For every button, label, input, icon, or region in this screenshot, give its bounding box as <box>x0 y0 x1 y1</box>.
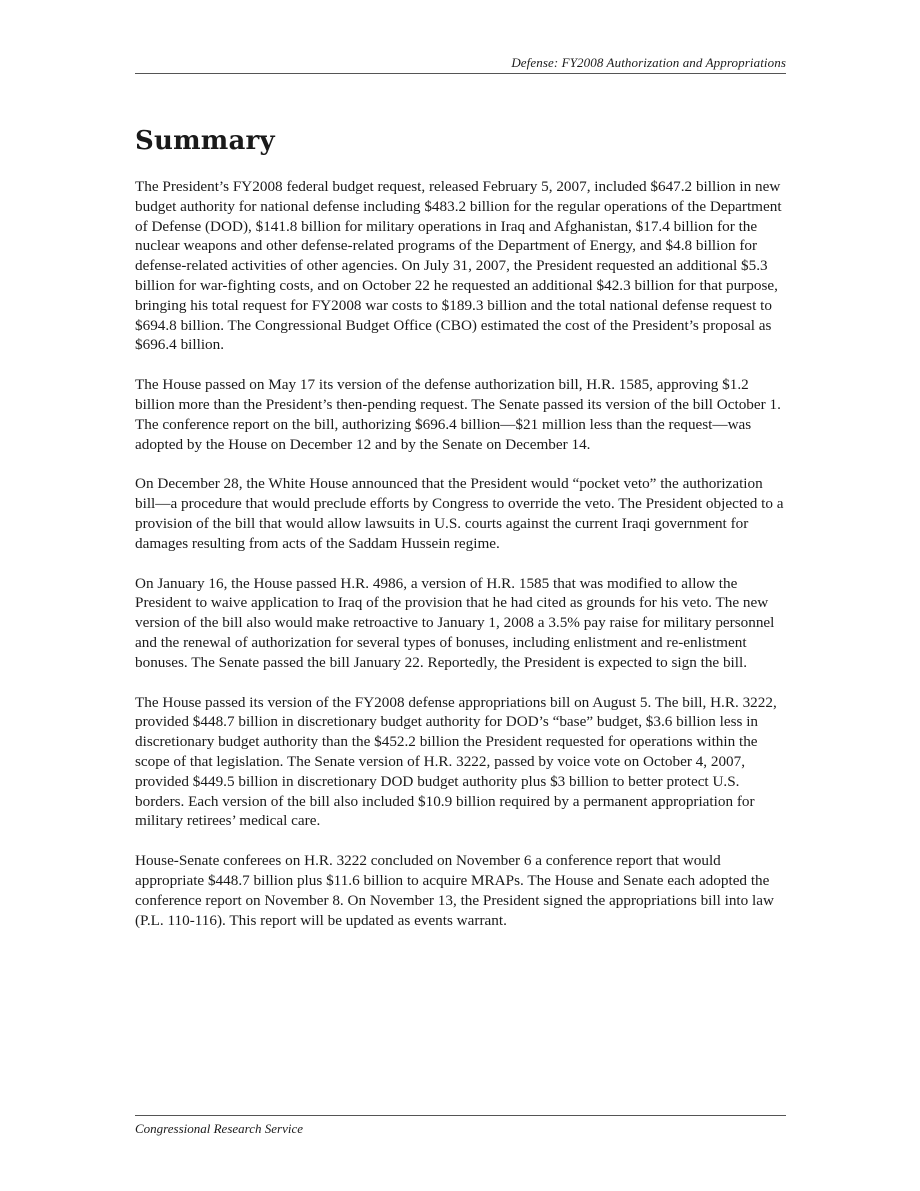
paragraph-pocket-veto: On December 28, the White House announced that the President would “pocket veto” the authorization bill—a procedure that would preclude efforts by Congress to override the veto. The President objected to a provision of the bill that would allow lawsuits in U.S. courts against the current Iraqi government for damages resulting from acts of the Saddam Hussein regime. <box>135 475 784 552</box>
section-title: Summary <box>135 126 275 156</box>
running-header: Defense: FY2008 Authorization and Appropriations <box>511 55 786 70</box>
paragraph-appropriations-bill: The House passed its version of the FY2008 defense appropriations bill on August 5. The bill, H.R. 3222, provided $448.7 billion in discretionary budget authority for DOD’s “base” budget, $3.6 billion less in discretionary budget authority than the $452.2 billion the President requested for operations within the scope of that legislation. The Senate version of H.R. 3222, passed by voice vote on October 4, 2007, provided $449.5 billion in discretionary DOD budget authority plus $3 billion to better protect U.S. borders. Each version of the bill also included $10.9 billion required by a permanent appropriation for military retirees’ medical care. <box>135 693 777 830</box>
summary-body <box>135 177 786 950</box>
footer-divider <box>135 1115 786 1116</box>
paragraph-hr-4986: On January 16, the House passed H.R. 4986, a version of H.R. 1585 that was modified to allow the President to waive application to Iraq of the provision that he had cited as grounds for his veto. The new version of the bill also would make retroactive to January 1, 2008 a 3.5% pay raise for military personnel and the renewal of authorization for several types of bonuses, including enlistment and re-enlistment bonuses. The Senate passed the bill January 22. Reportedly, the President is expected to sign the bill. <box>135 574 775 671</box>
paragraph-conference-report: House-Senate conferees on H.R. 3222 concluded on November 6 a conference report that would appropriate $448.7 billion plus $11.6 billion to acquire MRAPs. The House and Senate each adopted the conference report on November 8. On November 13, the President signed the appropriations bill into law (P.L. 110-116). This report will be updated as events warrant. <box>135 852 774 929</box>
running-footer: Congressional Research Service <box>135 1121 303 1136</box>
paragraph-authorization-bill: The House passed on May 17 its version of the defense authorization bill, H.R. 1585, approving $1.2 billion more than the President’s then-pending request. The Senate passed its version of the bill October 1. The conference report on the bill, authorizing $696.4 billion—$21 million less than the request—was adopted by the House on December 12 and by the Senate on December 14. <box>135 376 781 453</box>
header-divider <box>135 73 786 74</box>
paragraph-budget-request: The President’s FY2008 federal budget request, released February 5, 2007, included $647.2 billion in new budget authority for national defense including $483.2 billion for the regular operations of the Department of Defense (DOD), $141.8 billion for military operations in Iraq and Afghanistan, $17.4 billion for the nuclear weapons and other defense-related programs of the Department of Energy, and $4.8 billion for defense-related activities of other agencies. On July 31, 2007, the President requested an additional $5.3 billion for war-fighting costs, and on October 22 he requested an additional $42.3 billion for that purpose, bringing his total request for FY2008 war costs to $189.3 billion and the total national defense request to $694.8 billion. The Congressional Budget Office (CBO) estimated the cost of the President’s proposal as $696.4 billion. <box>135 178 782 354</box>
